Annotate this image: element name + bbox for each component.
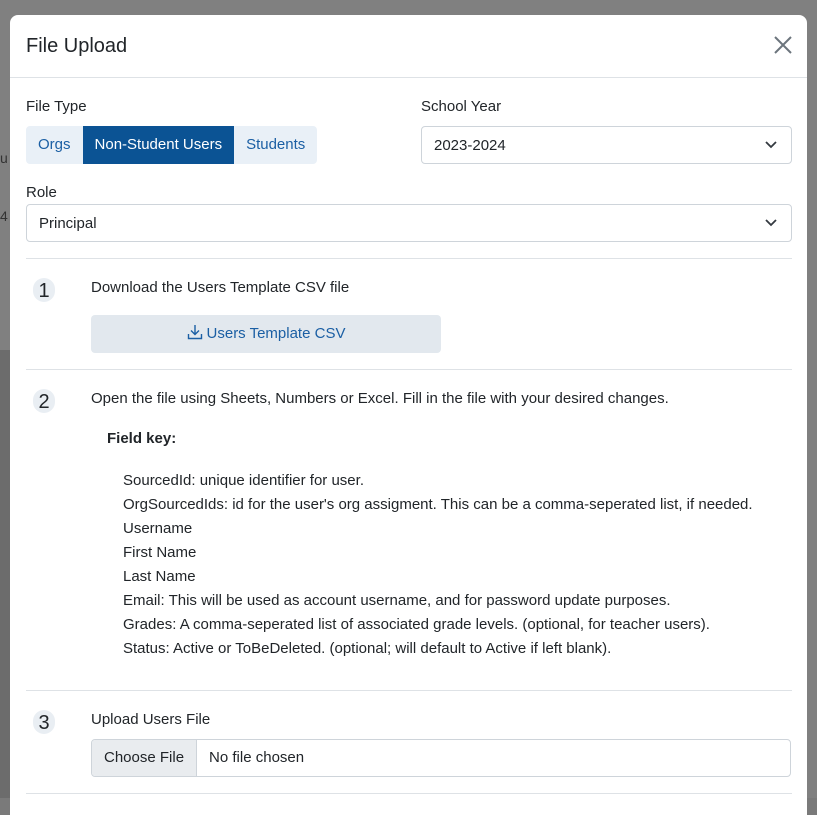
chevron-down-icon [765,140,777,150]
download-icon [187,324,203,340]
section-divider [26,258,792,259]
background-panel [0,350,10,798]
field-key-item: Username [123,520,193,537]
file-type-non-student-users-button[interactable]: Non-Student Users [83,126,235,164]
section-divider [26,690,792,691]
file-type-orgs-button[interactable]: Orgs [26,126,83,164]
file-type-label: File Type [26,98,87,115]
file-status: No file chosen [209,749,305,766]
section-divider [26,793,792,794]
chevron-down-icon [765,218,777,228]
users-template-csv-button[interactable] [91,315,441,353]
role-label: Role [26,184,57,201]
school-year-value: 2023-2024 [434,137,506,154]
modal-title: File Upload [26,35,128,57]
choose-file-button[interactable]: Choose File [92,740,197,776]
field-key-item: OrgSourcedIds: id for the user's org assigment. This can be a comma-seperated list, if needed. [123,496,753,513]
field-key-item: Last Name [123,568,196,585]
file-upload-modal [10,15,807,815]
step-1-text: Download the Users Template CSV file [91,279,350,296]
section-divider [26,369,792,370]
school-year-label: School Year [421,98,502,115]
field-key-title: Field key: [107,430,177,447]
school-year-select[interactable] [421,126,792,164]
background-text-fragment: 4 [0,208,8,224]
field-key-list [123,469,753,661]
field-key-item: Status: Active or ToBeDeleted. (optional; will default to Active if left blank). [123,640,612,657]
close-button[interactable] [773,35,793,55]
role-select[interactable] [26,204,792,242]
users-template-csv-label: Users Template CSV [206,325,346,342]
step-3-text: Upload Users File [91,711,211,728]
step-number: 3 [33,710,55,734]
role-value: Principal [39,215,97,232]
step-number: 2 [33,389,55,413]
field-key-item: First Name [123,544,197,561]
close-icon [773,35,793,55]
file-type-toggle [26,126,317,164]
step-2-text: Open the file using Sheets, Numbers or Excel. Fill in the file with your desired changes. [91,390,669,407]
modal-header [10,15,807,78]
file-type-students-button[interactable]: Students [234,126,317,164]
field-key-item: Grades: A comma-seperated list of associated grade levels. (optional, for teacher users). [123,616,710,633]
field-key-item: SourcedId: unique identifier for user. [123,472,364,489]
file-input[interactable] [91,739,791,777]
field-key-item: Email: This will be used as account username, and for password update purposes. [123,592,671,609]
step-number: 1 [33,278,55,302]
background-text-fragment: u [0,150,8,166]
